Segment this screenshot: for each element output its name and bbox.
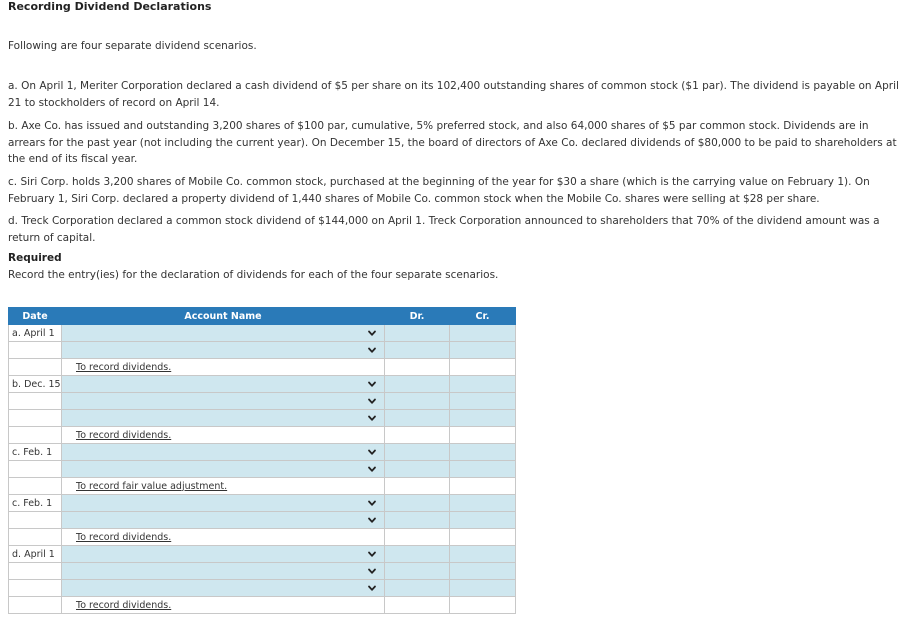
chevron-down-icon[interactable] xyxy=(366,497,378,509)
dr-input[interactable] xyxy=(385,546,450,563)
dr-input[interactable] xyxy=(385,563,450,580)
table-row xyxy=(9,563,516,580)
dr-input xyxy=(385,427,450,444)
date-cell xyxy=(9,359,62,376)
table-row xyxy=(9,444,516,461)
account-select[interactable] xyxy=(62,512,385,529)
header-account: Account Name xyxy=(62,308,385,325)
dr-input xyxy=(385,597,450,614)
memo-cell xyxy=(62,478,385,495)
header-date: Date xyxy=(9,308,62,325)
chevron-down-icon[interactable] xyxy=(366,548,378,560)
dr-input[interactable] xyxy=(385,410,450,427)
account-select[interactable] xyxy=(62,495,385,512)
date-cell: b. Dec. 15 xyxy=(9,376,62,393)
chevron-down-icon[interactable] xyxy=(366,514,378,526)
cr-input xyxy=(450,529,516,546)
dr-input[interactable] xyxy=(385,580,450,597)
account-select[interactable] xyxy=(62,325,385,342)
date-cell: a. April 1 xyxy=(9,325,62,342)
memo-text: To record dividends. xyxy=(76,599,172,611)
chevron-down-icon[interactable] xyxy=(366,395,378,407)
date-cell: c. Feb. 1 xyxy=(9,495,62,512)
memo-text: To record dividends. xyxy=(76,429,172,441)
cr-input xyxy=(450,597,516,614)
cr-input[interactable] xyxy=(450,410,516,427)
memo-text: To record fair value adjustment. xyxy=(76,480,228,492)
dr-input xyxy=(385,529,450,546)
account-select[interactable] xyxy=(62,461,385,478)
scenario-c: c. Siri Corp. holds 3,200 shares of Mobile Co. common stock, purchased at the beginning of the year for $30 a share (which is the carrying value on February 1). On February 1, Siri Corp. declared a property dividend of 1,440 shares of Mobile Co. common stock when the Mobile Co. shares were selling at $28 per share. xyxy=(8,176,870,205)
cr-input[interactable] xyxy=(450,495,516,512)
journal-table xyxy=(8,307,516,614)
dr-input[interactable] xyxy=(385,461,450,478)
memo-cell xyxy=(62,427,385,444)
date-cell xyxy=(9,410,62,427)
dr-input[interactable] xyxy=(385,512,450,529)
table-row xyxy=(9,529,516,546)
cr-input[interactable] xyxy=(450,546,516,563)
dr-input[interactable] xyxy=(385,444,450,461)
table-row xyxy=(9,342,516,359)
dr-input[interactable] xyxy=(385,342,450,359)
date-cell xyxy=(9,461,62,478)
cr-input[interactable] xyxy=(450,444,516,461)
chevron-down-icon[interactable] xyxy=(366,582,378,594)
cr-input[interactable] xyxy=(450,512,516,529)
table-row xyxy=(9,359,516,376)
table-row xyxy=(9,478,516,495)
memo-text: To record dividends. xyxy=(76,361,172,373)
chevron-down-icon[interactable] xyxy=(366,565,378,577)
chevron-down-icon[interactable] xyxy=(366,446,378,458)
chevron-down-icon[interactable] xyxy=(366,344,378,356)
cr-input xyxy=(450,427,516,444)
cr-input[interactable] xyxy=(450,342,516,359)
account-select[interactable] xyxy=(62,342,385,359)
account-select[interactable] xyxy=(62,393,385,410)
table-row xyxy=(9,495,516,512)
table-row xyxy=(9,427,516,444)
table-row xyxy=(9,376,516,393)
date-cell xyxy=(9,580,62,597)
memo-cell xyxy=(62,597,385,614)
cr-input[interactable] xyxy=(450,376,516,393)
dr-input[interactable] xyxy=(385,325,450,342)
cr-input[interactable] xyxy=(450,461,516,478)
memo-cell xyxy=(62,359,385,376)
dr-input xyxy=(385,478,450,495)
scenario-d: d. Treck Corporation declared a common stock dividend of $144,000 on April 1. Treck Corporation announced to shareholders that 70% of the dividend amount was a return of capital. xyxy=(8,215,880,244)
table-header-row xyxy=(9,308,516,325)
date-cell xyxy=(9,478,62,495)
chevron-down-icon[interactable] xyxy=(366,327,378,339)
date-cell: c. Feb. 1 xyxy=(9,444,62,461)
chevron-down-icon[interactable] xyxy=(366,463,378,475)
date-cell xyxy=(9,512,62,529)
date-cell xyxy=(9,597,62,614)
account-select[interactable] xyxy=(62,546,385,563)
account-select[interactable] xyxy=(62,410,385,427)
header-dr: Dr. xyxy=(385,308,450,325)
required-text: Record the entry(ies) for the declaration of dividends for each of the four separate scenarios. xyxy=(8,269,499,281)
cr-input[interactable] xyxy=(450,580,516,597)
date-cell xyxy=(9,393,62,410)
chevron-down-icon[interactable] xyxy=(366,412,378,424)
page-title: Recording Dividend Declarations xyxy=(8,0,212,13)
dr-input[interactable] xyxy=(385,495,450,512)
cr-input[interactable] xyxy=(450,393,516,410)
dr-input[interactable] xyxy=(385,376,450,393)
scenario-b: b. Axe Co. has issued and outstanding 3,200 shares of $100 par, cumulative, 5% preferred stock, and also 64,000 shares of $5 par common stock. Dividends are in arrears for the past year (not including the current year). On December 15, the board of directors of Axe Co. declared dividends of $80,000 to be paid to shareholders at the end of its fiscal year. xyxy=(8,120,897,165)
account-select[interactable] xyxy=(62,563,385,580)
table-row xyxy=(9,580,516,597)
table-row xyxy=(9,461,516,478)
dr-input[interactable] xyxy=(385,393,450,410)
account-select[interactable] xyxy=(62,580,385,597)
account-select[interactable] xyxy=(62,444,385,461)
intro-text: Following are four separate dividend scenarios. xyxy=(8,40,257,52)
date-cell xyxy=(9,427,62,444)
required-heading: Required xyxy=(8,252,62,264)
table-row xyxy=(9,512,516,529)
chevron-down-icon[interactable] xyxy=(366,378,378,390)
dr-input xyxy=(385,359,450,376)
table-row xyxy=(9,410,516,427)
table-row xyxy=(9,325,516,342)
memo-cell xyxy=(62,529,385,546)
date-cell: d. April 1 xyxy=(9,546,62,563)
account-select[interactable] xyxy=(62,376,385,393)
date-cell xyxy=(9,529,62,546)
table-row xyxy=(9,546,516,563)
cr-input xyxy=(450,478,516,495)
header-cr: Cr. xyxy=(450,308,516,325)
memo-text: To record dividends. xyxy=(76,531,172,543)
table-row xyxy=(9,393,516,410)
scenario-a: a. On April 1, Meriter Corporation declared a cash dividend of $5 per share on its 102,400 outstanding shares of common stock ($1 par). The dividend is payable on April 21 to stockholders of record on April 14. xyxy=(8,80,899,109)
table-row xyxy=(9,597,516,614)
cr-input xyxy=(450,359,516,376)
cr-input[interactable] xyxy=(450,563,516,580)
cr-input[interactable] xyxy=(450,325,516,342)
date-cell xyxy=(9,342,62,359)
date-cell xyxy=(9,563,62,580)
